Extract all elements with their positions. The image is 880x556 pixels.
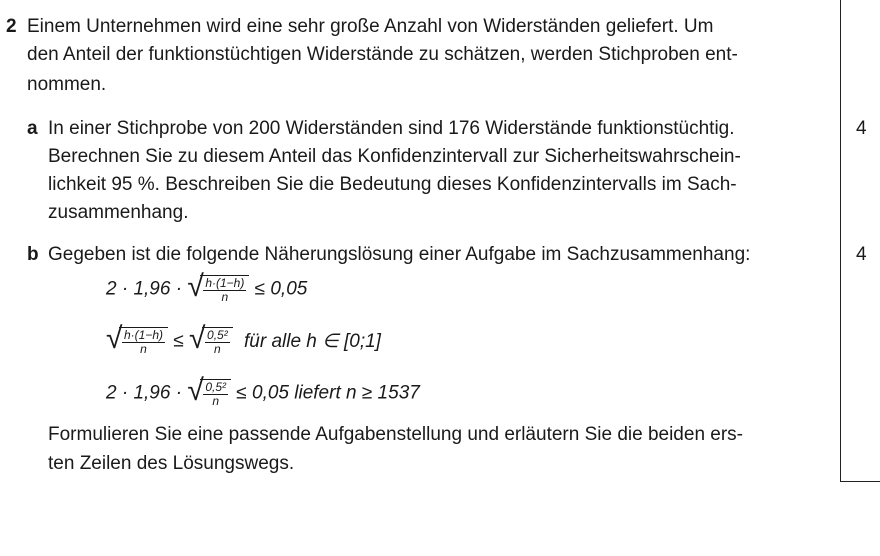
part-b-closing-line-1: Formulieren Sie eine passende Aufgabenstellung und erläutern Sie die beiden ers- [48, 424, 744, 445]
root-sign-icon: √ [106, 322, 123, 355]
intro-line-2: den Anteil der funktionstüchtigen Widerstände zu schätzen, werden Stichproben ent- [27, 44, 738, 65]
part-b-points: 4 [856, 244, 867, 265]
root-sign-icon: √ [187, 270, 204, 303]
formula-2-numerator-left: h·(1−h) [124, 328, 164, 342]
formula-3-prefix: 2 · 1,96 · [106, 382, 183, 404]
formula-2-denominator-right: n [214, 342, 221, 356]
part-a-line-1: In einer Stichprobe von 200 Widerständen sind 176 Widerstände funktionstüchtig. [48, 118, 735, 139]
formula-3-suffix: ≤ 0,05 liefert n ≥ 1537 [236, 382, 420, 404]
part-b-closing-line-2: ten Zeilen des Lösungswegs. [48, 453, 295, 474]
root-sign-icon: √ [189, 322, 206, 355]
formula-2-fraction-left [122, 329, 165, 356]
formula-1-sqrt [187, 270, 249, 304]
part-a-line-3: lichkeit 95 %. Beschreiben Sie die Bedeutung dieses Konfidenzintervalls im Sach- [48, 174, 737, 195]
formula-line-1 [106, 270, 308, 304]
formula-line-3 [106, 374, 420, 408]
formula-1-suffix: ≤ 0,05 [254, 278, 308, 300]
intro-line-1: Einem Unternehmen wird eine sehr große Anzahl von Widerständen geliefert. Um [27, 16, 714, 37]
formula-1-numerator: h·(1−h) [205, 276, 245, 290]
part-b-line-1: Gegeben ist die folgende Näherungslösung einer Aufgabe im Sachzusammenhang: [48, 244, 751, 265]
formula-2-sqrt-right [189, 322, 233, 356]
formula-2-fraction-right [205, 329, 230, 356]
part-b-letter: b [27, 244, 39, 265]
formula-line-2 [106, 322, 381, 356]
formula-2-sqrt-left [106, 322, 168, 356]
part-a-points: 4 [856, 118, 867, 139]
formula-3-numerator: 0,5² [205, 380, 227, 394]
formula-3-fraction [203, 381, 228, 408]
points-column-border [840, 0, 841, 482]
formula-2-relation: ≤ [173, 330, 184, 352]
formula-1-fraction [203, 277, 246, 304]
part-a-line-4: zusammenhang. [48, 202, 189, 223]
formula-1-denominator: n [221, 290, 229, 304]
part-a-line-2: Berechnen Sie zu diesem Anteil das Konfidenzintervall zur Sicherheitswahrschein- [48, 146, 741, 167]
task-number: 2 [6, 16, 17, 37]
formula-2-numerator-right: 0,5² [207, 328, 228, 342]
part-a-letter: a [27, 118, 38, 139]
formula-3-denominator: n [212, 394, 220, 408]
formula-3-sqrt [187, 374, 231, 408]
intro-line-3: nommen. [27, 74, 107, 95]
formula-2-denominator-left: n [140, 342, 147, 356]
formula-2-suffix: für alle h ∈ [0;1] [244, 330, 381, 352]
points-column-bottom-border [840, 481, 880, 482]
formula-1-prefix: 2 · 1,96 · [106, 278, 183, 300]
root-sign-icon: √ [187, 374, 204, 407]
